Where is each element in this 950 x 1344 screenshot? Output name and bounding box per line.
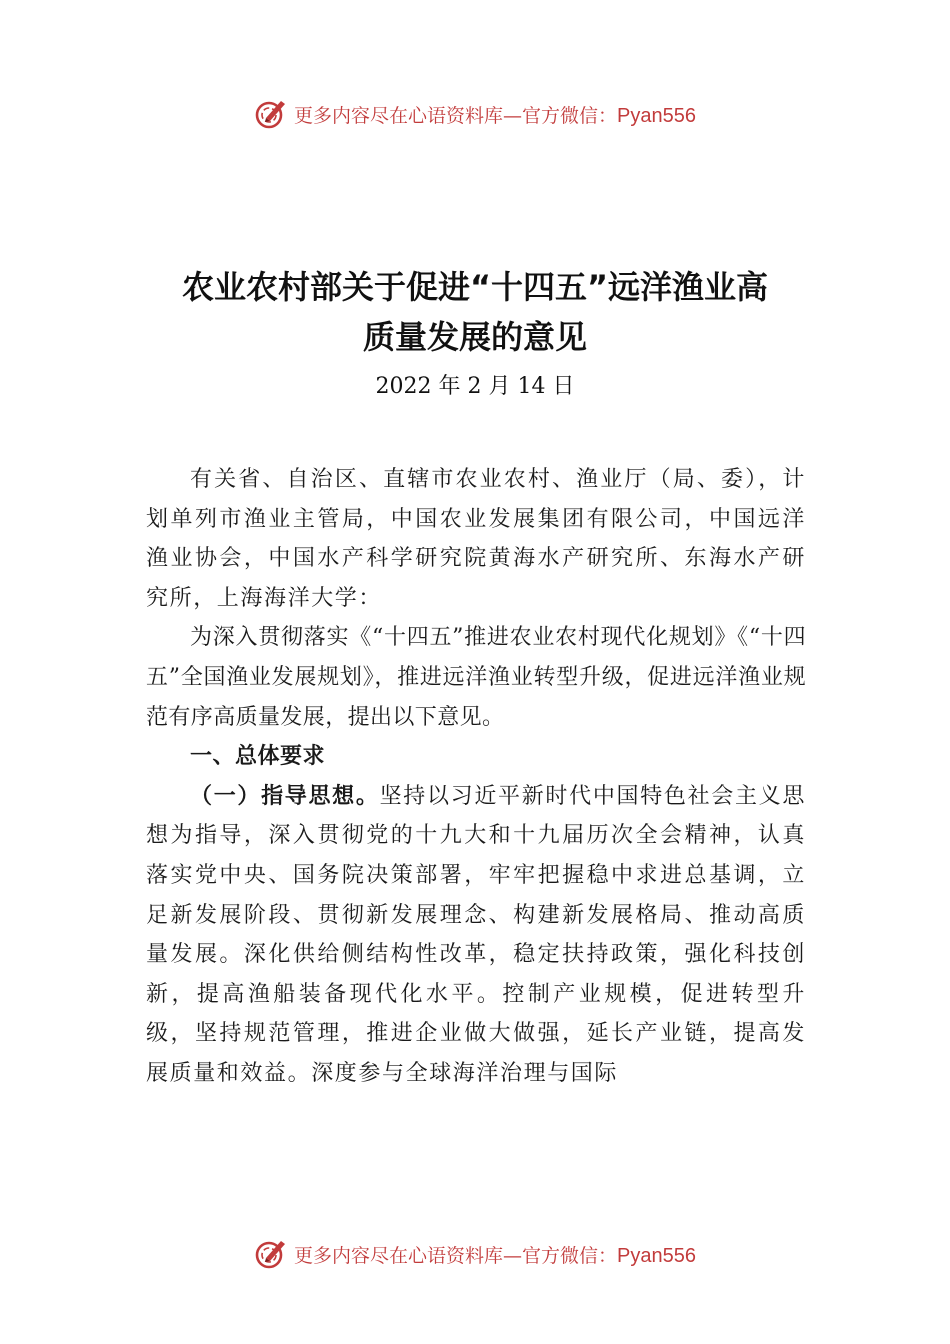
wechat-id: Pyan556 — [617, 104, 696, 127]
address-paragraph: 有关省、自治区、直辖市农业农村、渔业厅（局、委），计划单列市渔业主管局，中国农业发展集团有限公司，中国远洋渔业协会，中国水产科学研究院黄海水产研究所、东海水产研究所，上海海洋大学： — [146, 467, 806, 611]
document-date: 2022 年 2 月 14 日 — [375, 374, 575, 399]
footer-banner — [0, 1234, 950, 1274]
wechat-id: Pyan556 — [617, 1244, 696, 1267]
guiding-thought-paragraph — [146, 777, 806, 1094]
title-line-2: 质量发展的意见 — [362, 318, 587, 356]
subsection-lead: （一）指导思想。 — [190, 783, 380, 809]
banner-text: 更多内容尽在心语资料库—官方微信：Pyan556 — [294, 1244, 696, 1267]
header-banner — [0, 94, 950, 134]
banner-text: 更多内容尽在心语资料库—官方微信：Pyan556 — [294, 104, 696, 127]
document-title — [0, 262, 950, 362]
document-body — [146, 460, 806, 1094]
pen-logo-icon — [254, 97, 288, 131]
section-heading: 一、总体要求 — [190, 744, 326, 770]
title-line-1: 农业农村部关于促进“十四五”远洋渔业高 — [181, 268, 769, 306]
subsection-text: 坚持以习近平新时代中国特色社会主义思想为指导，深入贯彻党的十九大和十九届历次全会精神，认真落实党中央、国务院决策部署，牢牢把握稳中求进总基调，立足新发展阶段、贯彻新发展理念、构建新发展格局、推动高质量发展。深化供给侧结构性改革，稳定扶持政策，强化科技创新，提高渔船装备现代化水平。控制产业规模，促进转型升级，坚持规范管理，推进企业做大做强，延长产业链，提高发展质量和效益。深度参与全球海洋治理与国际 — [146, 783, 806, 1086]
pen-logo-icon — [254, 1237, 288, 1271]
intro-paragraph: 为深入贯彻落实《“十四五”推进农业农村现代化规划》《“十四五”全国渔业发展规划》，推进远洋渔业转型升级，促进远洋渔业规范有序高质量发展，提出以下意见。 — [146, 625, 806, 730]
